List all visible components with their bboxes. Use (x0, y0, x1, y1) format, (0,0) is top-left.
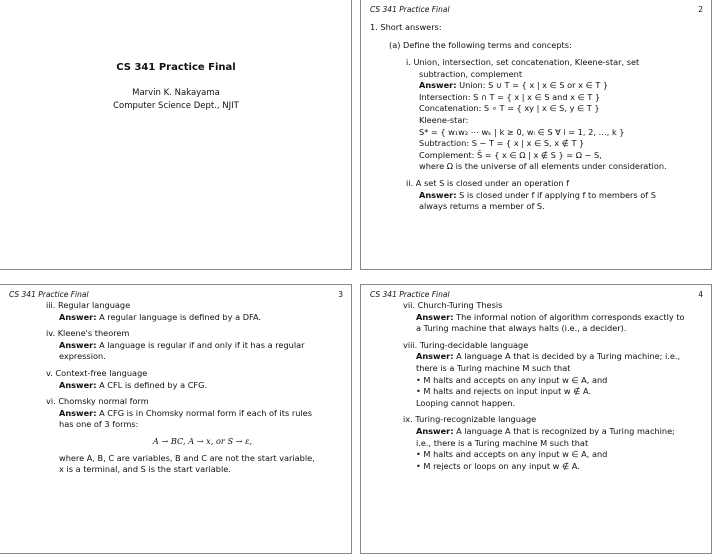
item-ii-label: ii. A set S is closed under an operation f (406, 177, 570, 188)
item-vi-answer: Answer: A CFG is in Chomsky normal form if each of its rules has one of 3 forms: A → BC, A → x, or S → ε, where A, B, C are variables, B and C are not the start variable, x is a terminal, and S is the start variable. (46, 408, 346, 476)
header-title: CS 341 Practice Final (9, 290, 89, 299)
slide-header (9, 290, 343, 299)
kleene-def: S* = { w₁w₂ ⋯ wₖ | k ≥ 0, wᵢ ∈ S ∀ i = 1, 2, …, k } (419, 126, 625, 137)
item-vii-answer: Answer: The informal notion of algorithm corresponds exactly to a Turing machine that always halts (i.e., a decider). (416, 311, 685, 334)
page-number: 3 (338, 290, 343, 299)
item-viii-answer: Answer: A language A that is decided by a Turing machine; i.e., there is a Turing machine M such that • M halts and accepts on any input w ∈ A, and • M halts and rejects on input input w ∉ A. Looping cannot happen. (403, 351, 709, 409)
cnf-forms: A → BC, A → x, or S → ε, (152, 435, 253, 446)
question-1: 1. Short answers: (370, 22, 442, 32)
header-title: CS 341 Practice Final (370, 5, 450, 14)
omega-note: where Ω is the universe of all elements under consideration. (419, 161, 667, 172)
kleene-label: Kleene-star: (419, 114, 469, 125)
item-iv-answer: Answer: A language is regular if and only if it has a regular expression. (59, 339, 305, 362)
item-i-label: i. Union, intersection, set concatenation, Kleene-star, set (406, 57, 640, 67)
item-vi-label: vi. Chomsky normal form (46, 396, 149, 407)
item-ix-label: ix. Turing-recognizable language (403, 414, 537, 425)
union-def: Union: S ∪ T = { x | x ∈ S or x ∈ T } (459, 80, 609, 91)
item-vii-label: vii. Church-Turing Thesis (403, 300, 503, 310)
slide-4 (360, 284, 712, 554)
header-title: CS 341 Practice Final (370, 290, 450, 299)
bullet: • M halts and accepts on any input w ∈ A, and (416, 449, 608, 460)
item-i-label-cont: subtraction, complement (419, 68, 523, 79)
item-ii-answer: Answer: S is closed under f if applying f to members of S always returns a member of S. (419, 189, 656, 212)
slide-4-body (403, 300, 709, 472)
item-iii-answer: A regular language is defined by a DFA. (99, 311, 262, 322)
page-number: 4 (698, 290, 703, 299)
item-v-answer: A CFL is defined by a CFG. (99, 379, 208, 390)
answer-label: Answer: (419, 189, 457, 200)
slide-header (370, 290, 703, 299)
answer-label: Answer: (419, 80, 457, 91)
intersection-def: Intersection: S ∩ T = { x | x ∈ S and x ∈ T } (419, 91, 601, 102)
item-ix-answer: Answer: A language A that is recognized by a Turing machine; i.e., there is a Turing machine M such that • M halts and accepts on any input w ∈ A, and • M rejects or loops on any input w ∉ A. (403, 426, 709, 472)
title-block (0, 62, 352, 113)
item-iii-label: iii. Regular language (46, 300, 131, 310)
slide-3-body: iii. Regular language Answer: A regular language is defined by a DFA. iv. Kleene's theorem Answer: A language is regular if and only if it has a regular expression. v. Context-free language Answer: A CFL is defined by a CFG. vi. Chomsky normal form Answer: A CFG is in Chomsky normal form if each of its rules has one of 3 forms: A → BC, A → x, or S → ε, where A, B, C are variables, B and C are not the start variable, x is a terminal, and S is the start variable. (46, 300, 346, 476)
slide-1 (0, 0, 352, 270)
author-name: Marvin K. Nakayama (132, 88, 220, 98)
page-number: 2 (698, 5, 703, 14)
document-title: CS 341 Practice Final (116, 62, 236, 73)
bullet: • M halts and accepts on any input w ∈ A, and (416, 374, 608, 385)
bullet: • M rejects or loops on any input w ∉ A. (416, 460, 580, 471)
slide-header (370, 5, 703, 14)
slide-3 (0, 284, 352, 554)
item-i (406, 57, 706, 213)
author-affiliation: Computer Science Dept., NJIT (113, 101, 239, 111)
item-v-label: v. Context-free language (46, 367, 148, 378)
item-iv-label: iv. Kleene's theorem (46, 328, 130, 339)
concatenation-def: Concatenation: S ∘ T = { xy | x ∈ S, y ∈ T } (419, 103, 600, 114)
subtraction-def: Subtraction: S − T = { x | x ∈ S, x ∉ T } (419, 138, 585, 149)
item-i-answer (406, 80, 706, 173)
item-viii-label: viii. Turing-decidable language (403, 339, 529, 350)
question-1a: (a) Define the following terms and concepts: (389, 40, 572, 50)
bullet: • M halts and rejects on input input w ∉ A. (416, 386, 591, 397)
complement-def: Complement: S̄ = { x ∈ Ω | x ∉ S } = Ω − S, (419, 149, 602, 160)
slide-2 (360, 0, 712, 270)
